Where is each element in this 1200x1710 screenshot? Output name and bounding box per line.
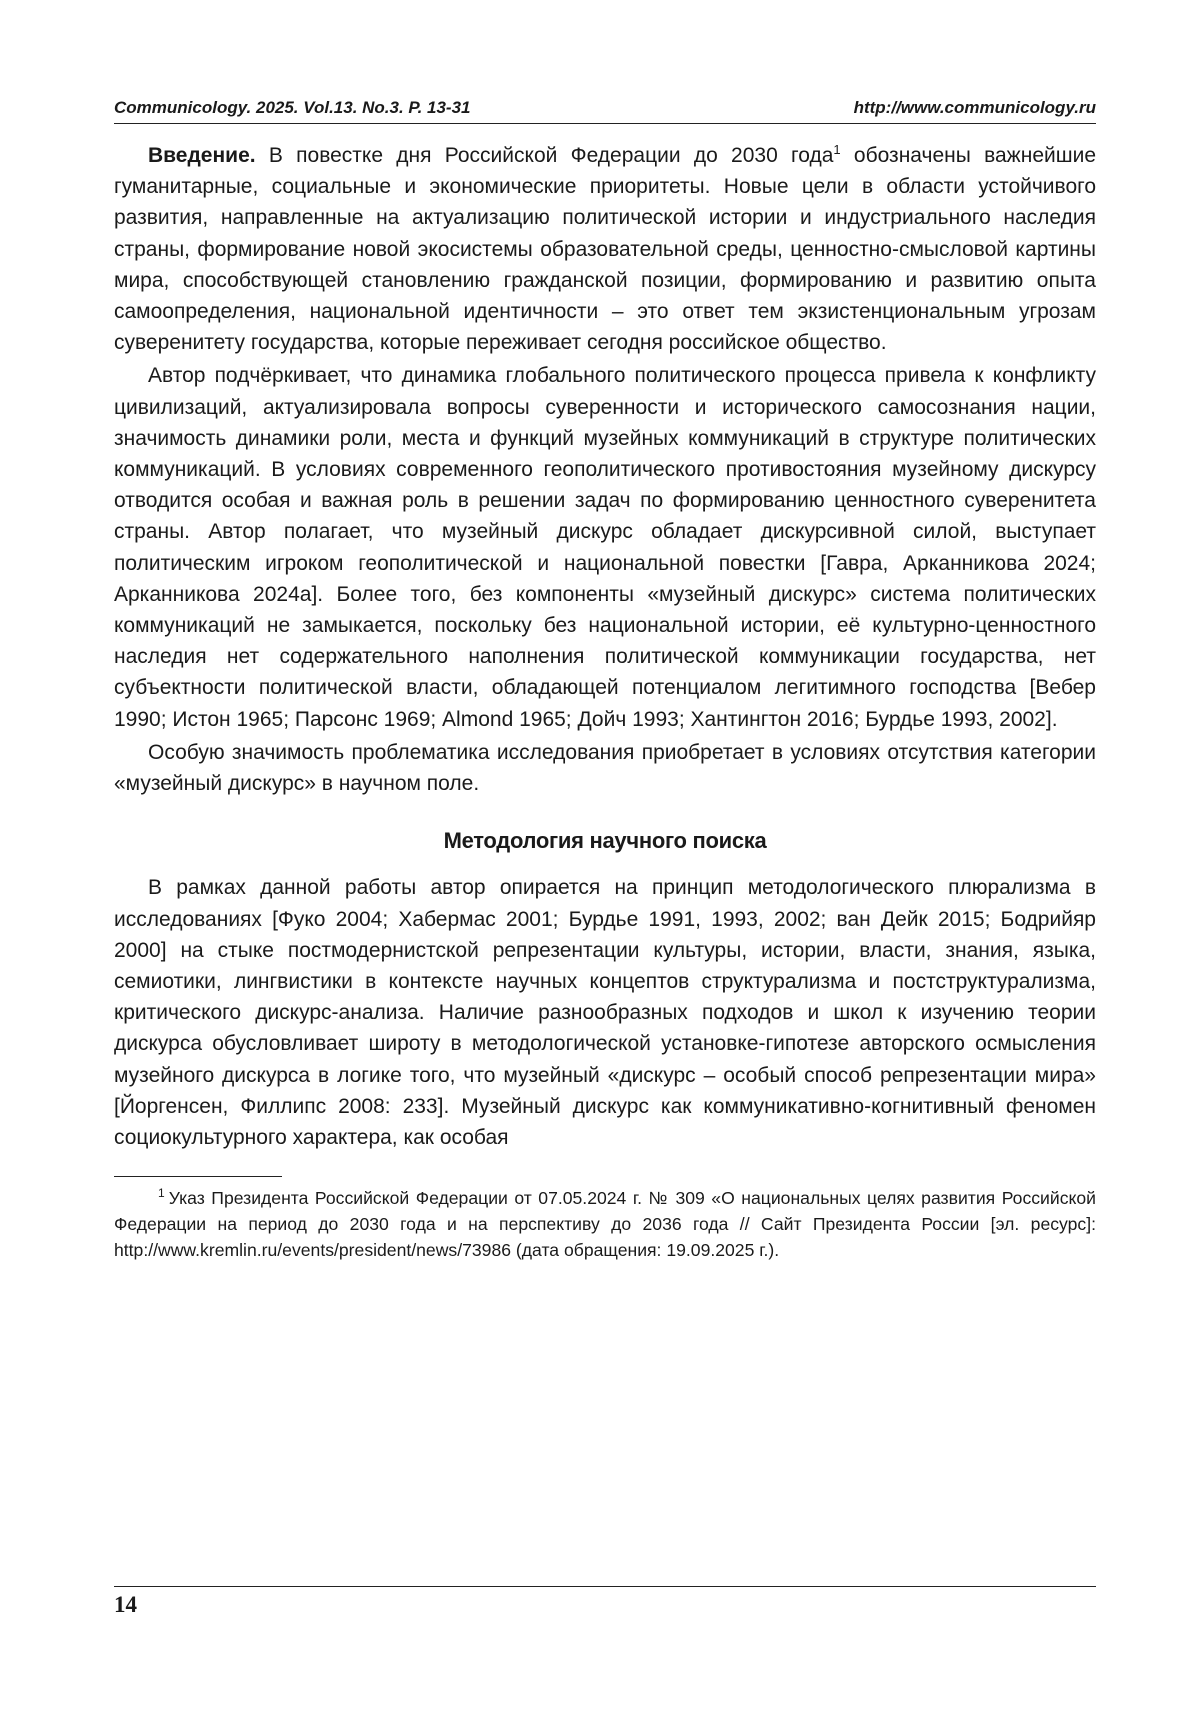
intro-lead-in: Введение. bbox=[148, 144, 256, 167]
footnote bbox=[114, 1185, 1096, 1263]
footer-divider bbox=[114, 1586, 1096, 1587]
article-body bbox=[114, 140, 1096, 1153]
footnote-mark: 1 bbox=[158, 1186, 165, 1201]
intro-paragraph-1 bbox=[114, 140, 1096, 358]
section-heading-methodology: Методология научного поиска bbox=[443, 828, 767, 854]
intro-paragraph-2: Автор подчёркивает, что динамика глобального политического процесса привела к конфликту цивилизаций, актуализировала вопросы суверенности и исторического самосознания нации, значимость динамики роли, места и функций музейных коммуникаций в структуре политических коммуникаций. В условиях современного геополитического противостояния музейному дискурсу отводится особая и важная роль в решении задач по формированию ценностного суверенитета страны. Автор полагает, что музейный дискурс обладает дискурсивной силой, выступает политическим игроком геополитической и национальной повестки [Гавра, Арканникова 2024; Арканникова 2024а]. Более того, без компоненты «музейный дискурс» система политических коммуникаций не замыкается, поскольку без национальной истории, её культурно-ценностного наследия нет содержательного наполнения политической коммуникации государства, нет субъектности политической власти, обладающей потенциалом легитимного господства [Вебер 1990; Истон 1965; Парсонс 1969; Almond 1965; Дойч 1993; Хантингтон 2016; Бурдье 1993, 2002]. bbox=[114, 364, 1096, 731]
intro-paragraph-3: Особую значимость проблематика исследования приобретает в условиях отсутствия категории «музейный дискурс» в научном поле. bbox=[114, 740, 1096, 796]
intro-p1-continuation: обозначены важнейшие гуманитарные, социальные и экономические приоритеты. Новые цели в области устойчивого развития, направленные на актуализацию политической истории и индустриального наследия страны, формирование новой экосистемы образовательной среды, ценностно-смысловой картины мира, способствующей становлению гражданской позиции, формированию и развитию опыта самоопределения, национальной идентичности – это ответ тем экзистенциональным угрозам суверенитету государства, которые переживает сегодня российское общество. bbox=[114, 144, 1096, 355]
page-number: 14 bbox=[114, 1592, 137, 1617]
footnote-divider bbox=[114, 1176, 282, 1177]
methodology-paragraph-1: В рамках данной работы автор опирается на принцип методологического плюрализма в исследованиях [Фуко 2004; Хабермас 2001; Бурдье 1991, 1993, 2002; ван Дейк 2015; Бодрийяр 2000] на стыке постмодернистской репрезентации культуры, истории, власти, знания, языка, семиотики, лингвистики в контексте научных концептов структурализма и постструктурализма, критического дискурс-анализа. Наличие разнообразных подходов и школ к изучению теории дискурса обусловливает широту в методологической установке-гипотезе авторского осмысления музейного дискурса в логике того, что музейный «дискурс – особый способ репрезентации мира» [Йоргенсен, Филлипс 2008: 233]. Музейный дискурс как коммуникативно-когнитивный феномен социокультурного характера, как особая bbox=[114, 876, 1096, 1150]
intro-p1-text: В повестке дня Российской Федерации до 2030 года bbox=[255, 144, 834, 167]
journal-url[interactable]: http://www.communicology.ru bbox=[853, 98, 1096, 117]
page-content bbox=[114, 98, 1096, 1263]
footnote-reference[interactable]: 1 bbox=[833, 142, 841, 157]
journal-reference: Communicology. 2025. Vol.13. No.3. P. 13-31 bbox=[114, 98, 471, 117]
running-header bbox=[114, 98, 1096, 124]
footnote-text: Указ Президента Российской Федерации от 07.05.2024 г. № 309 «О национальных целях развития Российской Федерации на период до 2030 года и на перспективу до 2036 года // Сайт Президента России [эл. ресурс]: http://www.kremlin.ru/events/president/news/73986 (дата обращения: 19.09.2025 г.). bbox=[114, 1188, 1096, 1261]
